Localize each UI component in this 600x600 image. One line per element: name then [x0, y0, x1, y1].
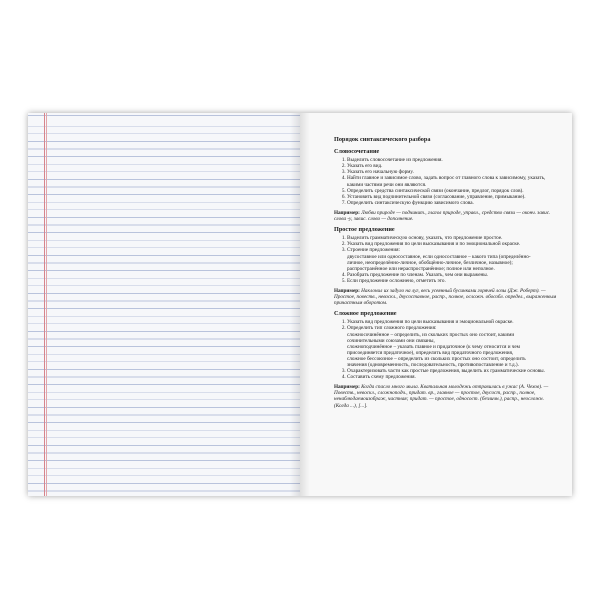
section-heading-phrase: Словосочетание: [334, 148, 380, 156]
reference-content: [334, 137, 560, 412]
section-heading-simple-sentence: Простое предложение: [334, 226, 395, 234]
example-complex-sentence: [334, 384, 560, 408]
list-item: 5. Если предложение осложнено, отметить это.: [347, 278, 560, 284]
list-item: 4. Разобрать предложение по членам. Указать, чем они выражены.: [347, 272, 560, 278]
detail-line: сложносочинённое – определить, из скольких простых оно состоит, какими: [347, 331, 515, 338]
detail-line: присоединяется придаточное), определить вид придаточного предложения,: [347, 349, 514, 356]
simple-sentence-steps-list: [334, 235, 560, 253]
margin-line-secondary: [46, 113, 47, 496]
type-details: [334, 332, 560, 369]
example-simple-sentence: [334, 288, 560, 306]
example-text: Любви природе — подчинит., глагол природе, управл., средство связи — оконч. завис. слова -у, завис. слово — дополнение.: [334, 209, 551, 223]
list-item: 7. Определить синтаксическую функцию зависимого слова.: [347, 200, 560, 206]
list-item: 2. Определить тип сложного предложения:: [347, 325, 560, 331]
list-item: 2. Указать его вид.: [347, 163, 560, 169]
example-text: Когда спасло много мыла. Кватальная молодежь отправилась в ужас (А. Чехов). — Повеств., невоскл., сложноподч., придат. вр., главное — простое, двусост, распр., полное, ненаблюдаемоизображ, частная; придат. — простое, односост. (безличн.), распр., неосложн. (Когда ...), [...].: [334, 384, 549, 409]
notebook-spread: [28, 113, 572, 496]
example-text: Наклонил их задуло на луг, весь усеянный бусинками горячей лозы (Дж. Роберт). — Простое, повеств., невоскл., двусоставное, распр., полное, осложн. обособл. определ., выраженным причастным оборотом.: [334, 287, 557, 307]
complex-sentence-steps-list-cont: [334, 368, 560, 380]
simple-sentence-steps-list-cont: [334, 272, 560, 284]
example-phrase: [334, 210, 560, 222]
detail-line: личное, неопределённо-личное, обобщённо-личное, безличное, назывное);: [347, 259, 513, 266]
list-item: 5. Определить средства синтаксической связи (окончание, предлог, порядок слов).: [347, 188, 560, 194]
detail-line: сочинительными союзами они связаны,: [347, 337, 435, 344]
lined-page: [28, 113, 300, 496]
complex-sentence-steps-list: [334, 319, 560, 331]
example-label: Например:: [334, 384, 360, 391]
detail-line: сложноподчинённое – указать главное и придаточное (к чему относится и чем: [347, 343, 520, 350]
list-item: 1. Выделить словосочетание из предложения.: [347, 157, 560, 163]
detail-line: сложное бессоюзное – определить из скольких простых оно состоит, определить: [347, 355, 526, 362]
spine-shadow: [290, 113, 310, 496]
list-item: 2. Указать вид предложения по цели высказывания и по эмоциональной окраске.: [347, 241, 560, 247]
detail-line: распространённое или нераспространённое; полное или неполное.: [347, 265, 495, 272]
page-title: Порядок синтаксического разбора: [334, 136, 431, 143]
list-item: 3. Охарактеризовать части как простые предложения, выделить их грамматические основы.: [347, 368, 560, 374]
margin-line: [44, 113, 45, 496]
example-label: Например:: [334, 287, 360, 294]
phrase-steps-list: [334, 157, 560, 206]
list-item: 6. Установить вид подчинительной связи (согласование, управление, примыкание).: [347, 194, 560, 200]
list-item: 1. Указать вид предложения по цели высказывания и эмоциональной окраске.: [347, 319, 560, 325]
detail-line: значения (одновременность, последовательность, противопоставление и т.д.).: [347, 362, 519, 368]
example-label: Например:: [334, 209, 360, 216]
list-item: 4. Найти главное и зависимое слово, задать вопрос от главного слова к зависимому, указать, какими частями речи они являются.: [347, 175, 560, 187]
list-item: 3. Указать его начальную форму.: [347, 169, 560, 175]
structure-details: [334, 254, 560, 272]
list-item: 1. Выделить грамматическую основу, указать, что предложение простое.: [347, 235, 560, 241]
detail-line: двусоставное или односоставное, если односоставное – какого типа (определённо-: [347, 253, 531, 260]
list-item: 3. Строение предложения:: [347, 247, 560, 253]
list-item: 4. Составить схему предложения.: [347, 374, 560, 380]
reference-page: [300, 113, 572, 496]
section-heading-complex-sentence: Сложное предложение: [334, 310, 397, 318]
